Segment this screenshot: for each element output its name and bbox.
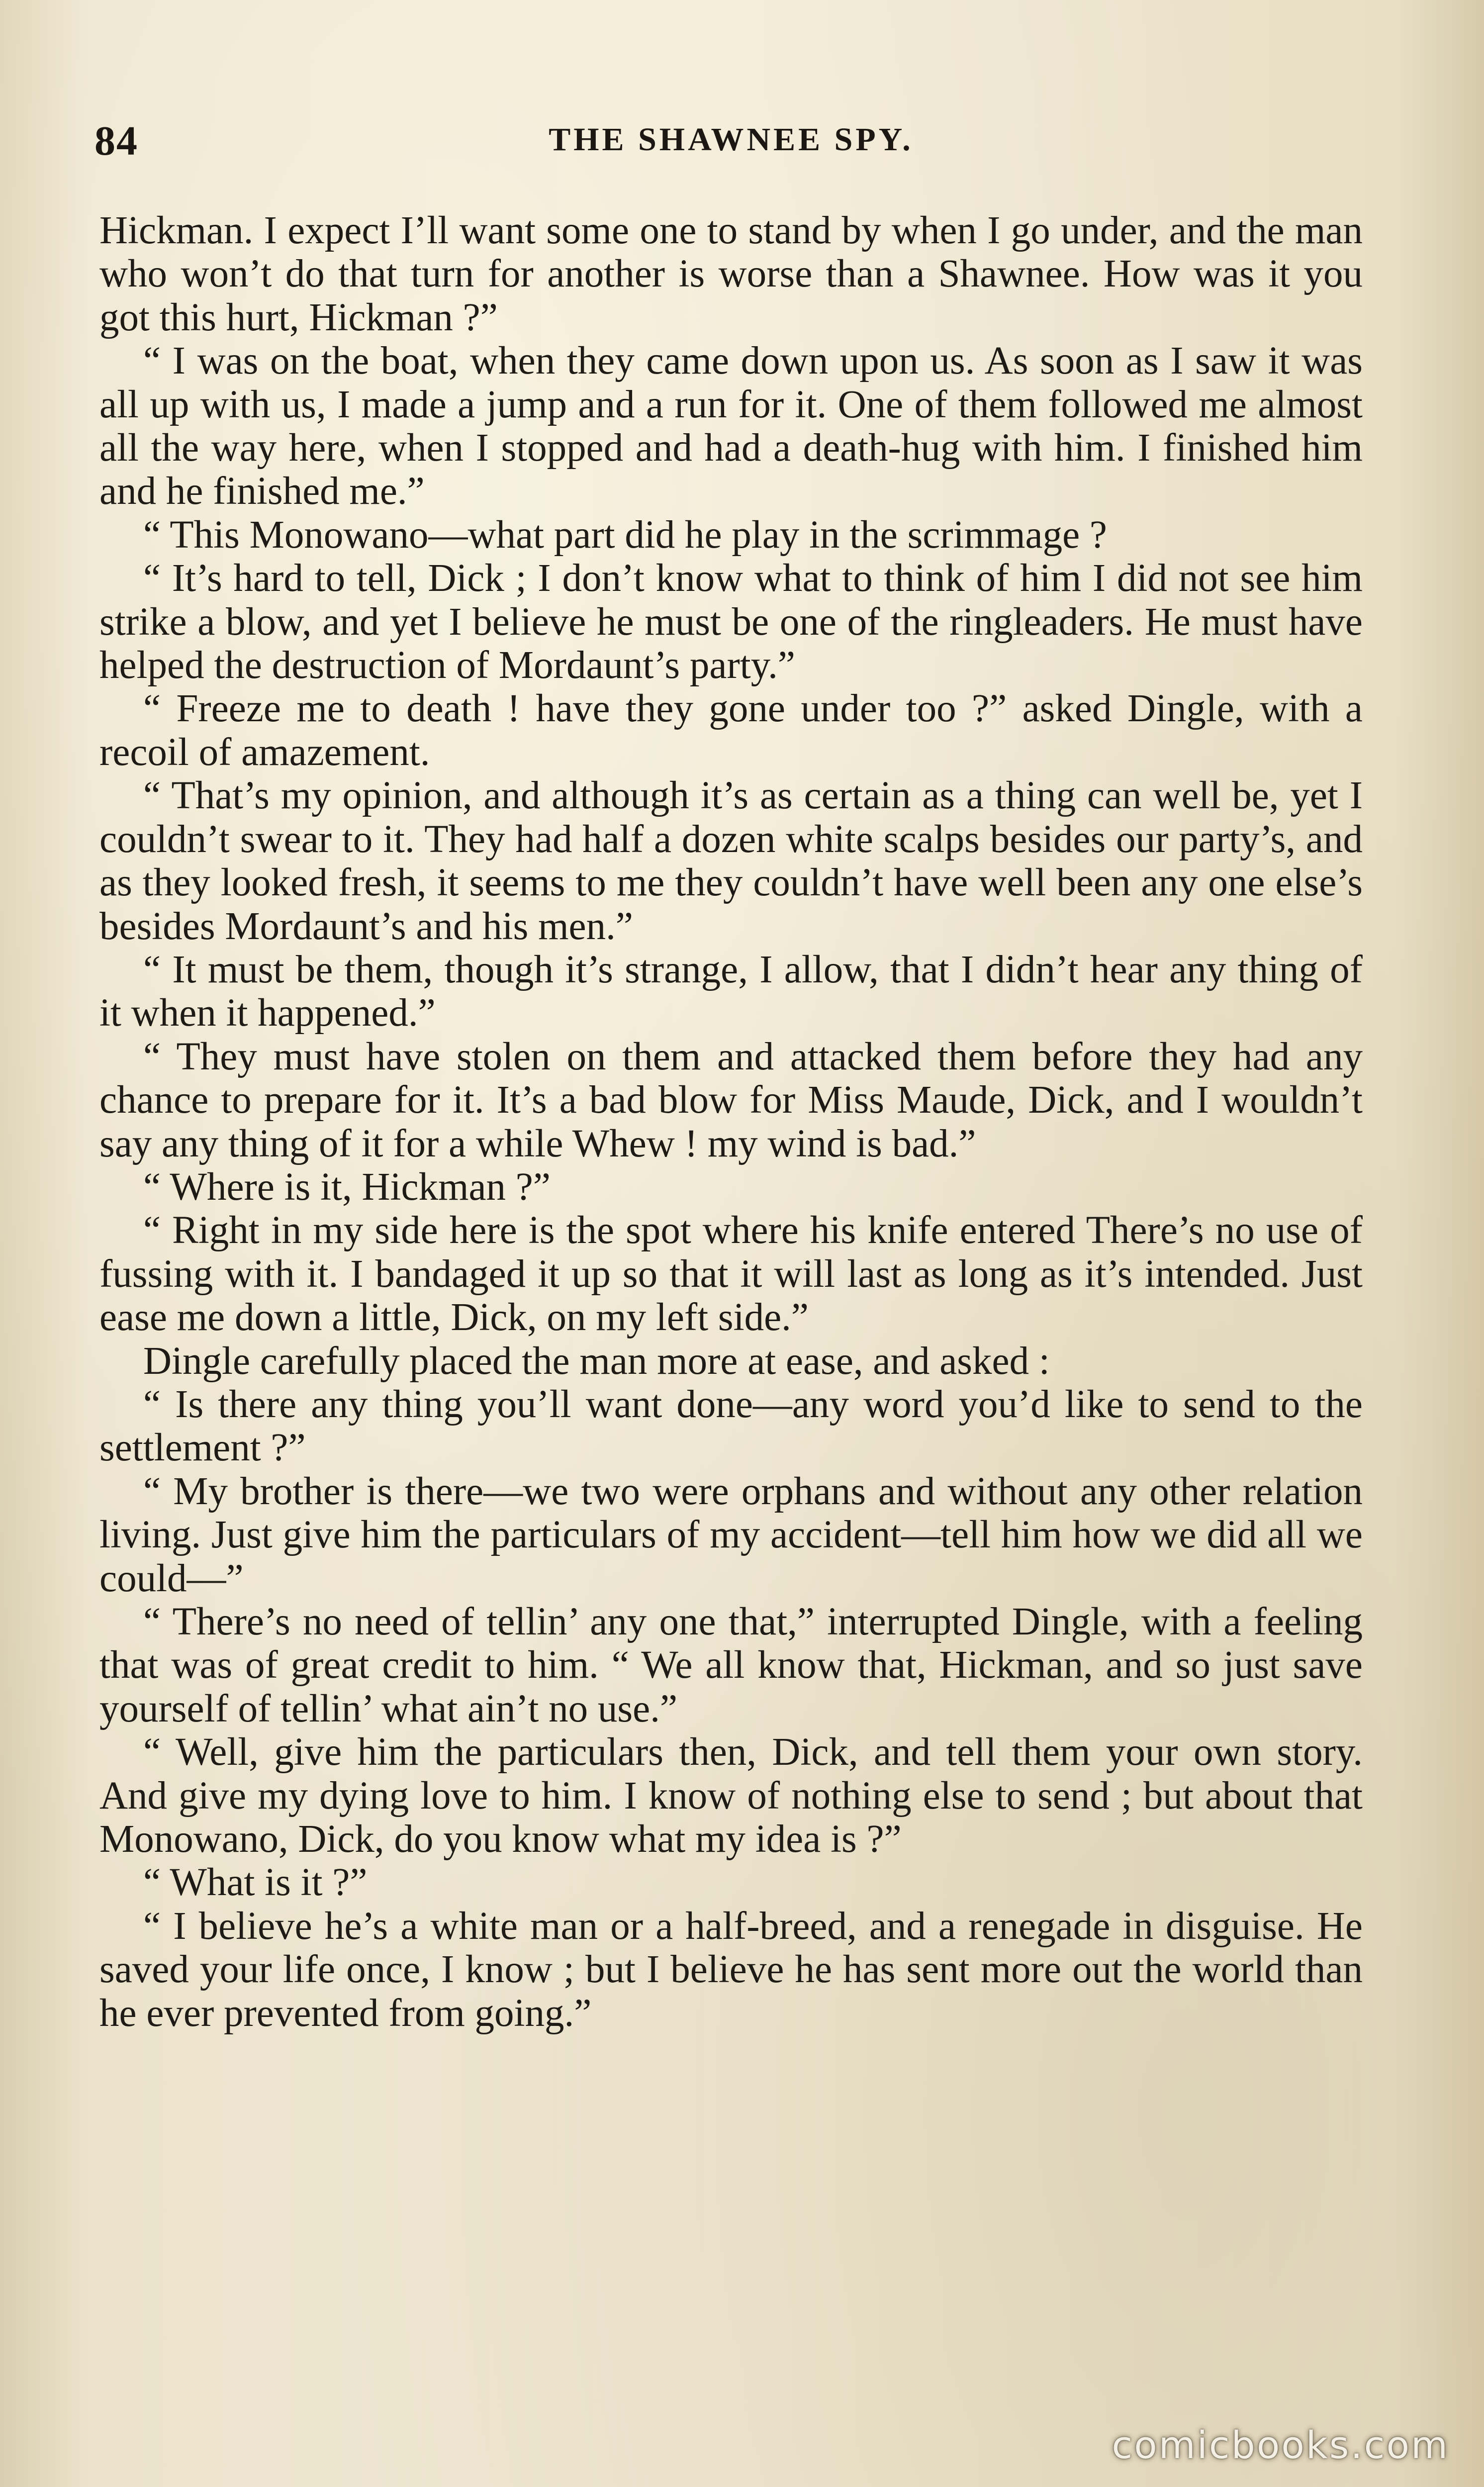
paragraph: “ My brother is there—we two were orphans and without any other relation living. Just give him the particulars of my accident—tell him how we did all we could—” — [99, 1469, 1363, 1600]
paragraph: “ It must be them, though it’s strange, I allow, that I didn’t hear any thing of it when it happened.” — [99, 948, 1363, 1035]
paragraph: “ Where is it, Hickman ?” — [143, 1165, 551, 1209]
page-header — [94, 117, 1368, 177]
paragraph: “ That’s my opinion, and although it’s as certain as a thing can well be, yet I couldn’t swear to it. They had half a dozen white scalps besides our party’s, and as they looked fresh, it seems to me they couldn’t have well been any one else’s besides Mordaunt’s and his men.” — [99, 774, 1363, 948]
paragraph: Hickman. I expect I’ll want some one to stand by when I go under, and the man who won’t do that turn for another is worse than a Shawnee. How was it you got this hurt, Hickman ?” — [99, 209, 1363, 339]
paragraph: “ This Monowano—what part did he play in the scrimmage ? — [143, 513, 1107, 557]
paragraph: “ Freeze me to death ! have they gone under too ?” asked Dingle, with a recoil of amazement. — [99, 687, 1363, 774]
paragraph: “ It’s hard to tell, Dick ; I don’t know what to think of him I did not see him strike a blow, and yet I believe he must be one of the ringleaders. He must have helped the destruction of Mordaunt’s party.” — [99, 557, 1363, 687]
body-text — [99, 209, 1363, 2035]
paragraph: “ I was on the boat, when they came down upon us. As soon as I saw it was all up with us, I made a jump and a run for it. One of them followed me almost all the way here, when I stopped and had a death-hug with him. I finished him and he finished me.” — [99, 339, 1363, 513]
paragraph: “ There’s no need of tellin’ any one that,” interrupted Dingle, with a feeling that was of great credit to him. “ We all know that, Hickman, and so just save yourself of tellin’ what ain’t no use.” — [99, 1600, 1363, 1730]
paragraph: “ I believe he’s a white man or a half-breed, and a renegade in disguise. He saved your life once, I know ; but I believe he has sent more out the world than he ever prevented from going.” — [99, 1904, 1363, 2035]
paragraph: “ Well, give him the particulars then, Dick, and tell them your own story. And give my dying love to him. I know of nothing else to send ; but about that Monowano, Dick, do you know what my idea is ?” — [99, 1730, 1363, 1861]
page-number: 84 — [94, 118, 138, 164]
paragraph: “ What is it ?” — [143, 1861, 368, 1905]
paragraph: “ Is there any thing you’ll want done—any word you’d like to send to the settlement ?” — [99, 1382, 1363, 1470]
paragraph: “ They must have stolen on them and attacked them before they had any chance to prepare for it. It’s a bad blow for Miss Maude, Dick, and I wouldn’t say any thing of it for a while Whew ! my wind is bad.” — [99, 1035, 1363, 1165]
running-head: THE SHAWNEE SPY. — [549, 121, 914, 158]
source-watermark: comicbooks.com — [1112, 2423, 1449, 2467]
paragraph: “ Right in my side here is the spot where his knife entered There’s no use of fussing with it. I bandaged it up so that it will last as long as it’s intended. Just ease me down a little, Dick, on my left side.” — [99, 1209, 1363, 1339]
paragraph: Dingle carefully placed the man more at ease, and asked : — [143, 1339, 1050, 1383]
